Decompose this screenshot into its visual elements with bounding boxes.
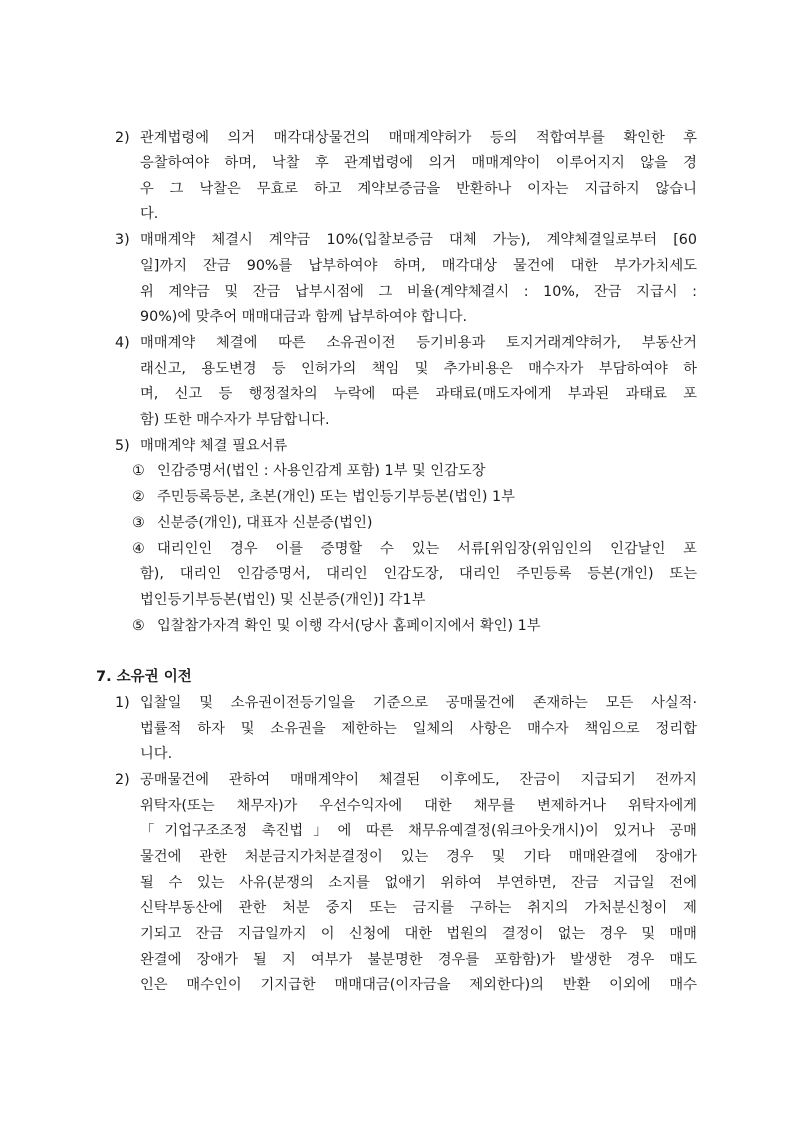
item-number: 5) <box>115 438 130 454</box>
list-title: 매매계약 체결 필요서류 <box>140 438 288 454</box>
text-line: 인은 매수인이 기지급한 매매대금(이자금을 제외한다)의 반환 이외에 매수 <box>140 977 697 993</box>
text-line: 기되고 잔금 지급일까지 이 신청에 대한 법원의 결정이 없는 경우 및 매매 <box>140 926 697 942</box>
text-line: 신탁부동산에 관한 처분 중지 또는 금지를 구하는 취지의 가처분신청이 제 <box>140 900 697 916</box>
circled-number: ① <box>132 463 145 479</box>
text-line: 완결에 장애가 될 지 여부가 불분명한 경우를 포함함)가 발생한 경우 매도 <box>140 952 697 968</box>
list-item: 입찰참가자격 확인 및 이행 각서(당사 홈페이지에서 확인) 1부 <box>157 618 541 634</box>
list-item: 주민등록등본, 초본(개인) 또는 법인등기부등본(법인) 1부 <box>157 489 515 505</box>
circled-number: ④ <box>132 541 145 557</box>
text-line: 관계법령에 의거 매각대상물건의 매매계약허가 등의 적합여부를 확인한 후 <box>140 130 697 146</box>
text-line: 일]까지 잔금 90%를 납부하여야 하며, 매각대상 물건에 대한 부가가치세도 <box>140 258 697 274</box>
circled-number: ③ <box>132 515 145 531</box>
text-line: 위탁자(또는 채무자)가 우선수익자에 대한 채무를 변제하거나 위탁자에게 <box>140 798 697 814</box>
text-line: 공매물건에 관하여 매매계약이 체결된 이후에도, 잔금이 지급되기 전까지 <box>140 772 697 788</box>
text-line: 90%)에 맞추어 매매대금과 함께 납부하여야 합니다. <box>140 309 468 325</box>
text-line: 니다. <box>140 746 173 762</box>
text-line: 응찰하여야 하며, 낙찰 후 관계법령에 의거 매매계약이 이루어지지 않을 경 <box>140 155 697 171</box>
text-line: 매매계약 체결에 따른 소유권이전 등기비용과 토지거래계약허가, 부동산거 <box>140 335 697 351</box>
item-number: 4) <box>115 335 130 351</box>
item-number: 2) <box>115 772 130 788</box>
list-item-continued: 함), 대리인 인감증명서, 대리인 인감도장, 대리인 주민등록 등본(개인) 또는 <box>140 566 697 582</box>
list-item: 대리인인 경우 이를 증명할 수 있는 서류[위임장(위임인의 인감날인 포 <box>157 541 697 557</box>
text-line: 며, 신고 등 행정절차의 누락에 따른 과태료(매도자에게 부과된 과태료 포 <box>140 386 697 402</box>
item-number: 2) <box>115 130 130 146</box>
item-number: 1) <box>115 695 130 711</box>
circled-number: ⑤ <box>132 618 145 634</box>
text-line: 다. <box>140 206 159 222</box>
text-line: 법률적 하자 및 소유권을 제한하는 일체의 사항은 매수자 책임으로 정리합 <box>140 721 697 737</box>
text-line: 물건에 관한 처분금지가처분결정이 있는 경우 및 기타 매매완결에 장애가 <box>140 849 697 865</box>
list-item-continued: 법인등기부등본(법인) 및 신분증(개인)] 각1부 <box>140 592 426 608</box>
list-item: 신분증(개인), 대표자 신분증(법인) <box>157 515 373 531</box>
section-heading: 7. 소유권 이전 <box>96 669 192 685</box>
text-line: 될 수 있는 사유(분쟁의 소지를 없애기 위하여 부연하면, 잔금 지급일 전에 <box>140 875 697 891</box>
item-number: 3) <box>115 232 130 248</box>
text-line: 매매계약 체결시 계약금 10%(입찰보증금 대체 가능), 계약체결일로부터 [60 <box>140 232 697 248</box>
text-line: 위 계약금 및 잔금 납부시점에 그 비율(계약체결시 : 10%, 잔금 지급시 : <box>140 284 697 300</box>
text-line: 「기업구조조정 촉진법」에 따른 채무유예결정(워크아웃개시)이 있거나 공매 <box>140 823 697 839</box>
circled-number: ② <box>132 489 145 505</box>
text-line: 래신고, 용도변경 등 인허가의 책임 및 추가비용은 매수자가 부담하여야 하 <box>140 361 697 377</box>
text-line: 입찰일 및 소유권이전등기일을 기준으로 공매물건에 존재하는 모든 사실적· <box>140 695 697 711</box>
list-item: 인감증명서(법인 : 사용인감계 포함) 1부 및 인감도장 <box>157 463 486 479</box>
text-line: 함) 또한 매수자가 부담합니다. <box>140 412 330 428</box>
text-line: 우 그 낙찰은 무효로 하고 계약보증금을 반환하나 이자는 지급하지 않습니 <box>140 181 697 197</box>
